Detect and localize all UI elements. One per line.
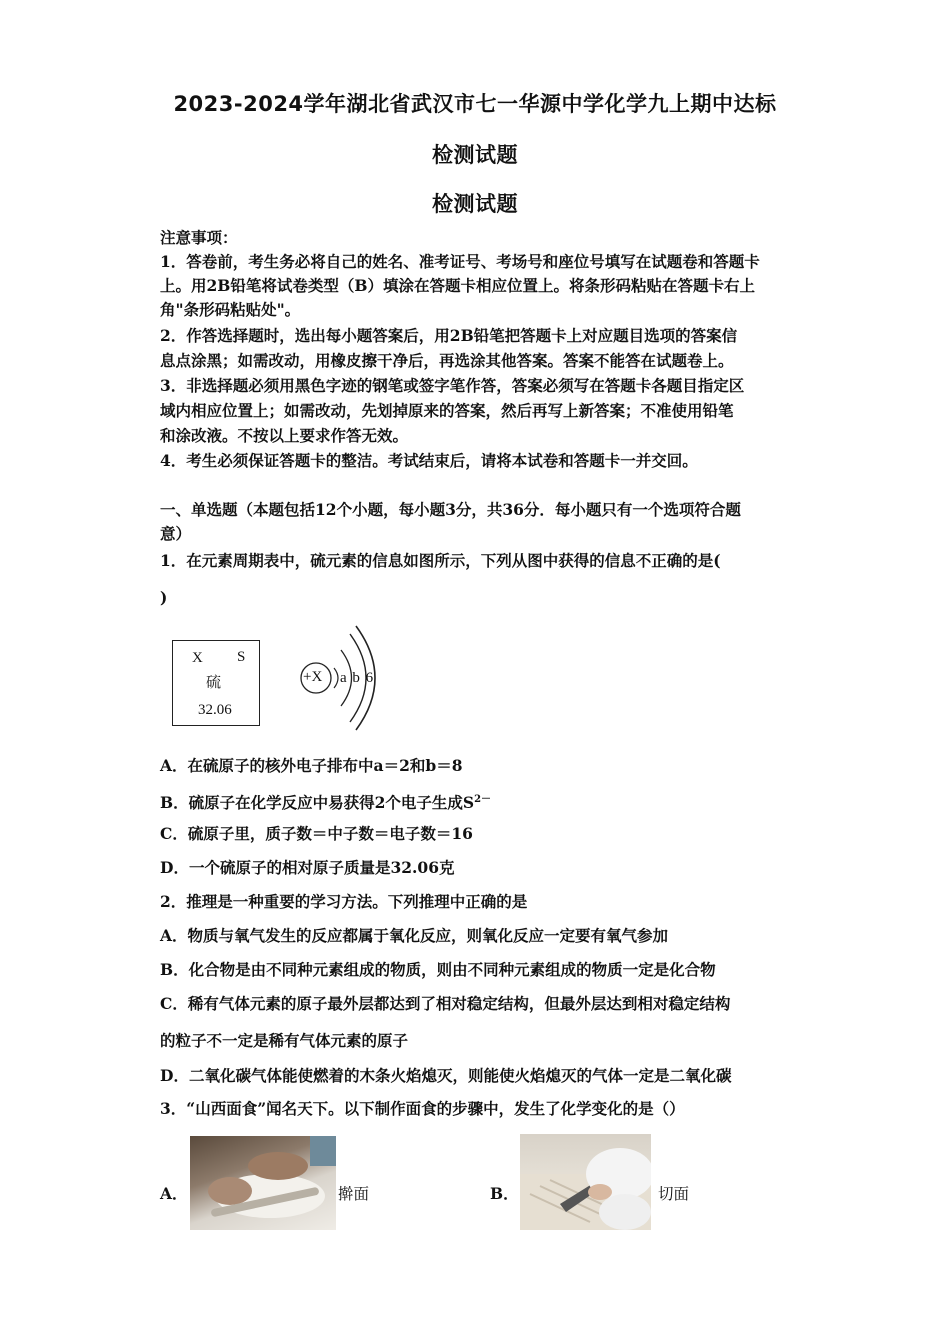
q1-option-d: D．一个硫原子的相对原子质量是32.06克 <box>160 858 455 877</box>
element-symbol: S <box>237 649 246 665</box>
exam-title: 2023-2024学年湖北省武汉市七一华源中学化学九上期中达标 <box>173 92 777 116</box>
atomic-number: X <box>192 650 203 666</box>
notice-line: 3．非选择题必须用黑色字迹的钢笔或签字笔作答，答案必须写在答题卡各题目指定区 <box>160 376 745 395</box>
clothing <box>310 1136 336 1166</box>
q3-option-a-text: 擀面 <box>338 1185 370 1203</box>
rolling-dough-illustration <box>190 1136 336 1230</box>
hand <box>588 1184 612 1200</box>
periodic-table-cell <box>172 640 260 726</box>
notice-line: 2．作答选择题时，选出每小题答案后，用2B铅笔把答题卡上对应题目选项的答案信 <box>160 326 738 345</box>
shell-arc-1 <box>334 668 338 688</box>
q2-option-b: B．化合物是由不同种元素组成的物质，则由不同种元素组成的物质一定是化合物 <box>160 960 716 979</box>
q1-option-b <box>160 790 800 813</box>
notice-line: 上。用2B铅笔将试卷类型（B）填涂在答题卡相应位置上。将条形码粘贴在答题卡右上 <box>160 276 755 295</box>
q3-option-b-label: B． <box>490 1184 519 1203</box>
nucleus-charge: +X <box>303 669 323 685</box>
cutting-noodles-illustration <box>520 1134 651 1230</box>
hand-left <box>208 1177 252 1205</box>
sleeve-lower <box>599 1194 651 1230</box>
element-name: 硫 <box>206 675 222 691</box>
q1-option-c: C．硫原子里，质子数＝中子数＝电子数＝16 <box>160 824 473 843</box>
atomic-mass: 32.06 <box>198 702 232 718</box>
notice-line: 4．考生必须保证答题卡的整洁。考试结束后，请将本试卷和答题卡一并交回。 <box>160 451 698 470</box>
q1-option-a: A．在硫原子的核外电子排布中a＝2和b＝8 <box>160 756 463 775</box>
q2-option-a: A．物质与氧气发生的反应都属于氧化反应，则氧化反应一定要有氧气参加 <box>160 926 669 945</box>
notice-line: 息点涂黑；如需改动，用橡皮擦干净后，再选涂其他答案。答案不能答在试题卷上。 <box>160 351 734 370</box>
rolling-dough-photo <box>190 1136 336 1230</box>
q3-option-b-text: 切面 <box>658 1185 690 1203</box>
q1-option-b-charge: 2－ <box>474 794 492 805</box>
notice-line: 1．答卷前，考生务必将自己的姓名、准考证号、考场号和座位号填写在试题卷和答题卡 <box>160 252 760 271</box>
section-heading-cont: 意） <box>160 524 192 543</box>
notice-heading: 注意事项： <box>160 228 238 247</box>
arm-right <box>248 1152 308 1180</box>
q1-stem-cont: ) <box>160 588 168 607</box>
q2-option-d: D．二氧化碳气体能使燃着的木条火焰熄灭，则能使火焰熄灭的气体一定是二氧化碳 <box>160 1066 732 1085</box>
notice-line: 角"条形码粘贴处"。 <box>160 300 301 319</box>
q3-stem: 3．“山西面食”闻名天下。以下制作面食的步骤中，发生了化学变化的是（） <box>160 1099 685 1118</box>
q1-option-b-text: B．硫原子在化学反应中易获得2个电子生成S <box>160 793 475 813</box>
q2-stem: 2．推理是一种重要的学习方法。下列推理中正确的是 <box>160 892 528 911</box>
q1-stem: 1．在元素周期表中，硫元素的信息如图所示，下列从图中获得的信息不正确的是( <box>160 551 721 570</box>
section-heading: 一、单选题（本题包括12个小题，每小题3分，共36分．每小题只有一个选项符合题 <box>160 500 741 519</box>
exam-subtitle: 检测试题 <box>432 143 518 167</box>
q3-option-a-label: A． <box>160 1184 188 1203</box>
q2-option-c: C．稀有气体元素的原子最外层都达到了相对稳定结构，但最外层达到相对稳定结构 <box>160 994 731 1013</box>
notice-line: 和涂改液。不按以上要求作答无效。 <box>160 426 409 445</box>
notice-line: 域内相应位置上；如需改动，先划掉原来的答案，然后再写上新答案；不准使用铅笔 <box>160 401 734 420</box>
q2-option-c-cont: 的粒子不一定是稀有气体元素的原子 <box>160 1031 409 1050</box>
shell-electrons: a b 6 <box>340 670 375 686</box>
cutting-noodles-photo <box>520 1134 651 1230</box>
exam-subtitle-repeat: 检测试题 <box>432 192 518 216</box>
